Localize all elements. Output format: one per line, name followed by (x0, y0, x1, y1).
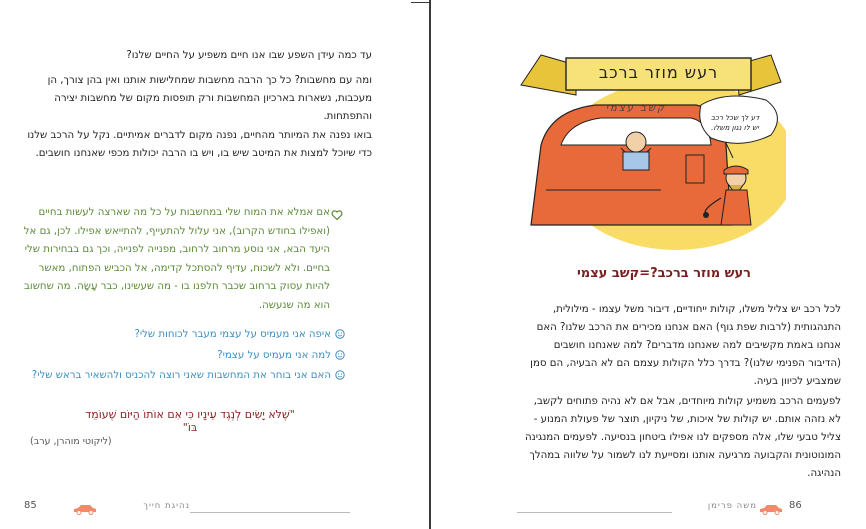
smiley-icon (335, 350, 345, 360)
footer-author: משה פרימן (707, 501, 757, 511)
intro-question: עד כמה עידן השפע שבו אנו חיים משפיע על החיים שלנו? (126, 50, 372, 61)
left-page (0, 0, 430, 529)
clear-space-paragraph: בואו נפנה את המיותר מהחיים, נפנה מקום לדברים אמיתיים. נקל על הרכב שלנו כדי שיוכל למצות את המיטב שיש בו, ויש בו הרבה יכולות מכפי שאנחנו חושבים. (27, 130, 372, 159)
reflection-paragraph: אם אמלא את המוח שלי במחשבות על כל מה שארצה לעשות בחיים (ואפילו בחודש הקרוב), אני עלול להתעייף, להתייאש אפילו. לכן, גם אל היעד הבא, אני נוסע מרחוב לרחוב, מפנייה לפנייה, וכך גם בבחירות שלי בחיים. ולא לשכוח, עדיף להסתכל קדימה, אל הכביש הפתוח, מאשר להיות עסוק ברחוב שכבר חלפנו בו - מה שעשינו, כבר עָשָׂה. מה שחשוב הוא מה שנעשה. (23, 207, 330, 311)
right-page (431, 0, 866, 529)
quote-source: (ליקוטי מוהרן, ערב) (30, 436, 112, 447)
footer-rule (517, 512, 672, 513)
question-text: למה אני מעמיס על עצמי? (217, 349, 331, 361)
page-number: 86 (789, 500, 802, 511)
page-number: 85 (24, 500, 37, 511)
attention-paragraph: לפעמים הרכב משמיע קולות מיוחדים, אבל אם לא נהיה פתוחים לקשב, לא נזהה אותם. יש קולות של איכות, של ניקיון, תוצר של פעולת המנוע - צליל טבעי שלו, אלה מספקים לנו אפילו ביטחון בנסיעה. לפעמים המנגינה המונוטונית והקבועה מרגיעה אותנו ומסייעת לנו לשמור על שלווה במהלך הנהיגה. (525, 396, 841, 479)
car-sound-paragraph: לכל רכב יש צליל משלו, קולות ייחודיים, דיבור משל עצמו - מילולית, התנהגותית (לרבות שפת גוף) האם אנחנו מכירים את הרכב שלנו? האם אנחנו באמת מקשיבים למה שאנחנו מדברים? למה שאנחנו חושבים (הדיבור הפנימי שלנו)? בדרך כלל הקולות עצמם הם לא הבעיה, הם סמן שמצביע לכיוון בעיה. (530, 304, 841, 387)
question-item (22, 366, 345, 387)
question-list (22, 325, 345, 387)
footer-title: נהיגת חייך (143, 501, 190, 511)
car-icon (72, 500, 98, 512)
illustration-subtitle: קשב עצמי (605, 103, 667, 114)
car-icon (758, 500, 784, 512)
question-text: איפה אני מעמיס על עצמי מעבר לכוחות שלי? (134, 329, 331, 340)
question-item (22, 325, 345, 346)
banner-title: רעש מוזר ברכב (598, 63, 719, 82)
footer-rule (190, 512, 350, 513)
quote: "שֶׁלֹּא יָשִׂים לְנֶגֶד עֵינָיו כִּי אִם אוֹתוֹ הַיּוֹם שֶׁעוֹמֵד בּוֹ" (85, 408, 295, 434)
question-item (22, 346, 345, 367)
section-heading: רעש מוזר ברכב?=קשב עצמי (576, 266, 751, 281)
smiley-icon (335, 370, 345, 380)
heart-icon (331, 206, 343, 218)
smiley-icon (335, 329, 345, 339)
speech-bubble: דע לך שכל רכב יש לו נגון משלו. (710, 113, 760, 132)
thoughts-paragraph: ומה עם מחשבות? כל כך הרבה מחשבות שמחלישות אותנו ואין בהן צורך, הן מעכבות, נשארות בארכיון המחשבות ורק תופסות מקום של מחשבות יצירה והתפתחות. (47, 75, 372, 122)
question-text: האם אני בוחר את המחשבות שאני רוצה להכניס ולהשאיר בראש שלי? (31, 370, 331, 381)
